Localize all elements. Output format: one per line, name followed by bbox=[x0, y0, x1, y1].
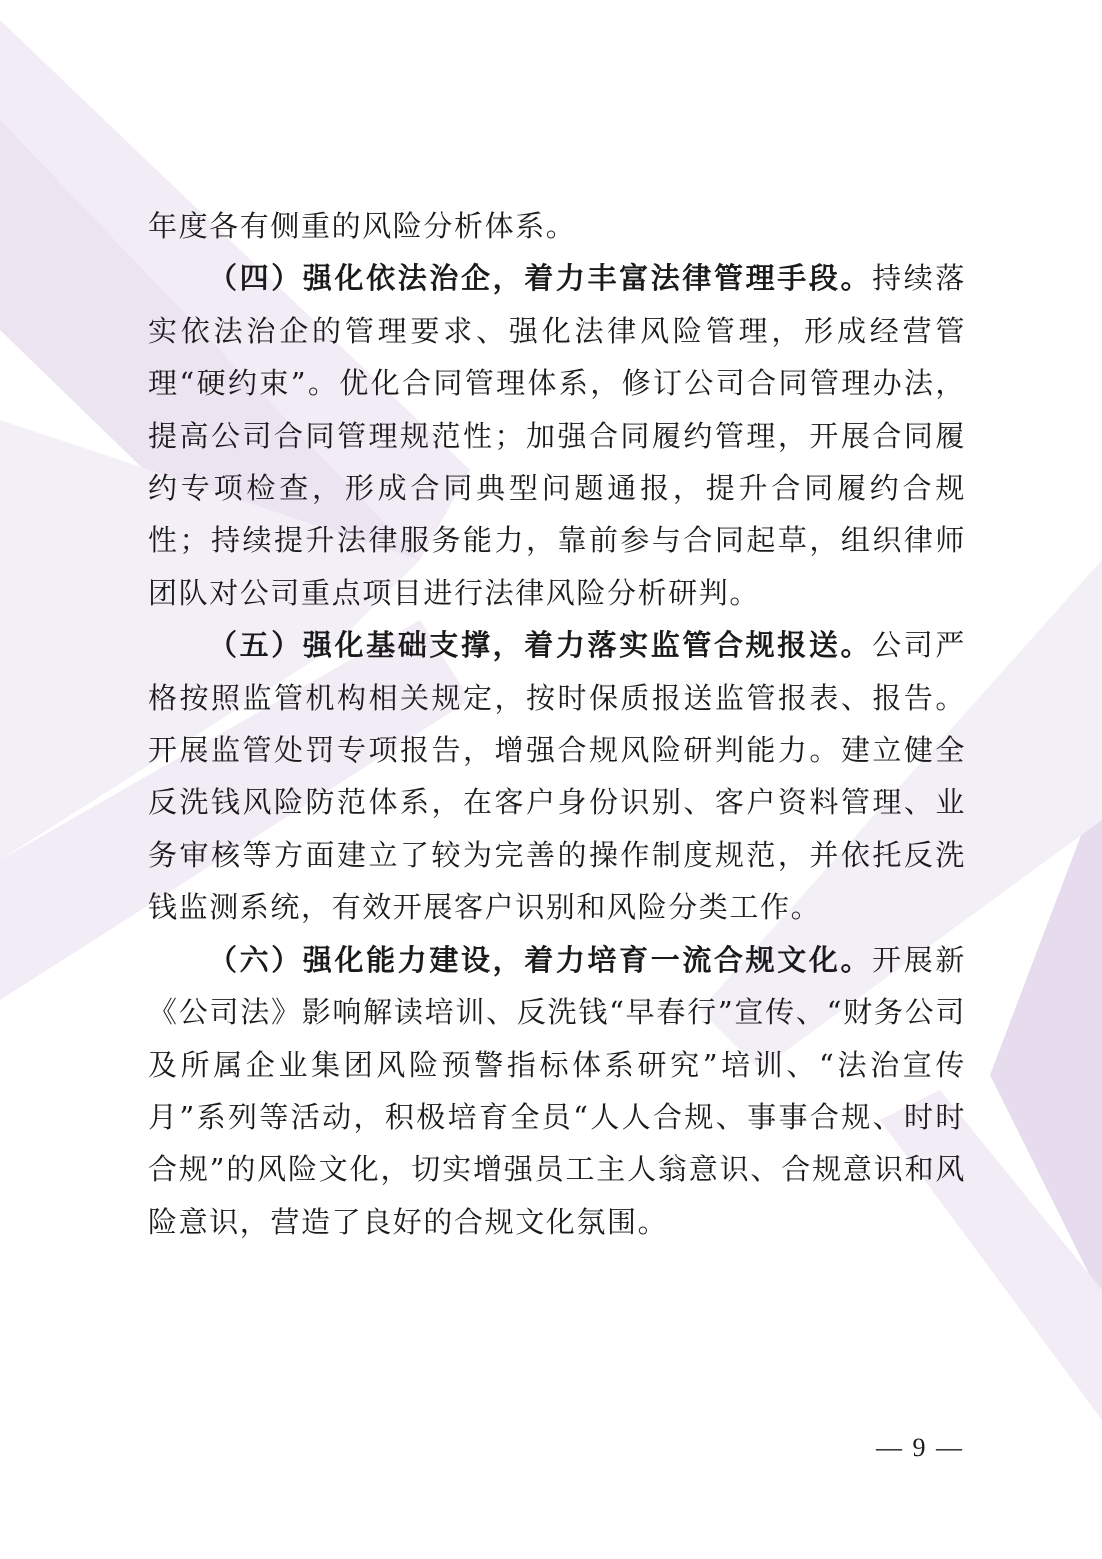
paragraph-section-4 bbox=[148, 252, 966, 619]
paragraph-heading: （六）强化能力建设，着力培育一流合规文化。 bbox=[208, 942, 873, 977]
document-body bbox=[148, 200, 966, 1248]
paragraph-heading: （四）强化依法治企，着力丰富法律管理手段。 bbox=[208, 261, 873, 296]
paragraph-text: 公司严格按照监管机构相关规定，按时保质报送监管报表、报告。开展监管处罚专项报告，增强合规风险研判能力。建立健全反洗钱风险防范体系，在客户身份识别、客户资料管理、业务审核等方面建立了较为完善的操作制度规范，并依托反洗钱监测系统，有效开展客户识别和风险分类工作。 bbox=[148, 628, 966, 925]
paragraph-text: 年度各有侧重的风险分析体系。 bbox=[148, 209, 577, 243]
paragraph-section-5 bbox=[148, 619, 966, 933]
paragraph-text: 开展新《公司法》影响解读培训、反洗钱“早春行”宣传、“财务公司及所属企业集团风险预警指标体系研究”培训、“法治宣传月”系列等活动，积极培育全员“人人合规、事事合规、时时合规”的风险文化，切实增强员工主人翁意识、合规意识和风险意识，营造了良好的合规文化氛围。 bbox=[148, 942, 966, 1239]
paragraph-continuation bbox=[148, 200, 966, 252]
paragraph-text: 持续落实依法治企的管理要求、强化法律风险管理，形成经营管理“硬约束”。优化合同管理体系，修订公司合同管理办法，提高公司合同管理规范性；加强合同履约管理，开展合同履约专项检查，形成合同典型问题通报，提升合同履约合规性；持续提升法律服务能力，靠前参与合同起草，组织律师团队对公司重点项目进行法律风险分析研判。 bbox=[148, 261, 966, 610]
paragraph-heading: （五）强化基础支撑，着力落实监管合规报送。 bbox=[208, 628, 873, 663]
paragraph-section-6 bbox=[148, 934, 966, 1248]
page-number: — 9 — bbox=[876, 1433, 964, 1462]
